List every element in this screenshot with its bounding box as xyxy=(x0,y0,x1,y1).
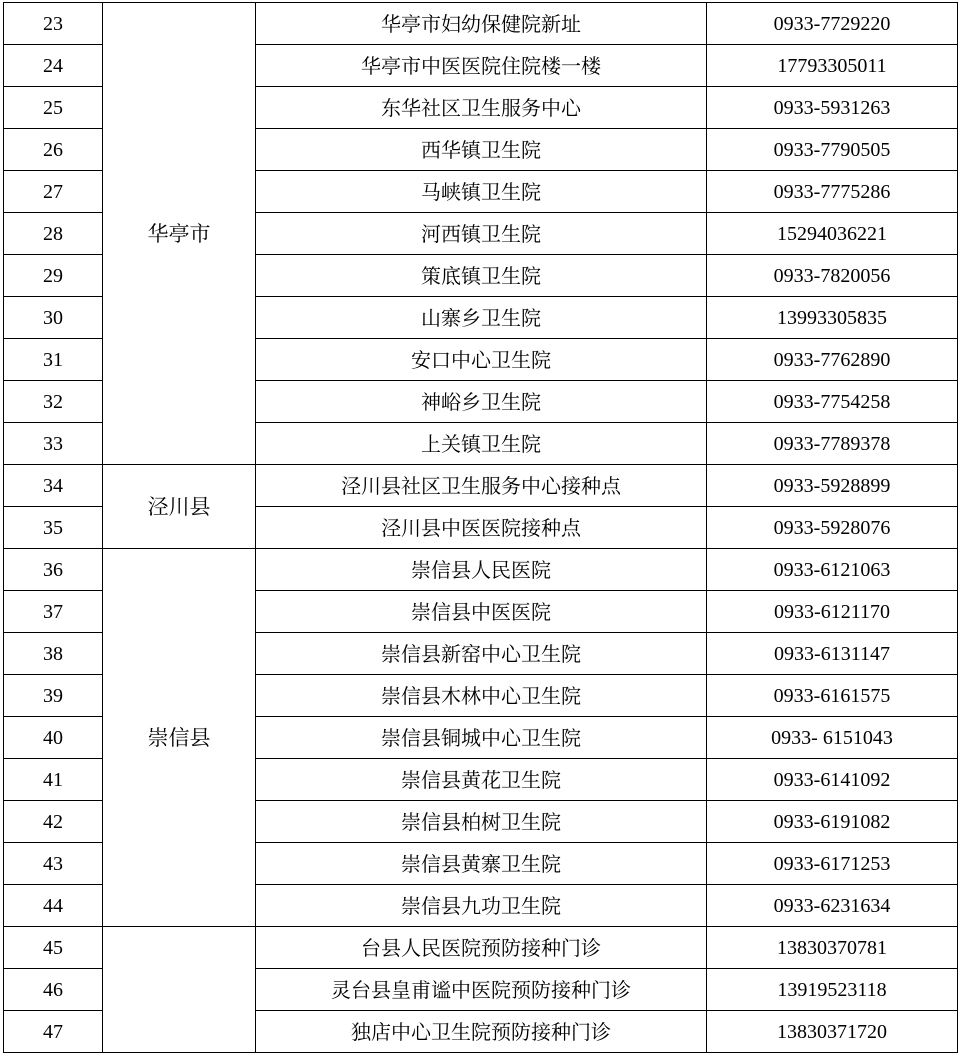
phone-cell: 0933-6171253 xyxy=(707,843,958,885)
phone-cell: 0933-5931263 xyxy=(707,87,958,129)
row-number-cell: 36 xyxy=(4,549,103,591)
phone-cell: 0933-6121170 xyxy=(707,591,958,633)
site-name-cell: 上关镇卫生院 xyxy=(256,423,707,465)
row-number-cell: 41 xyxy=(4,759,103,801)
site-name-cell: 西华镇卫生院 xyxy=(256,129,707,171)
phone-cell: 0933-7790505 xyxy=(707,129,958,171)
site-name-cell: 山寨乡卫生院 xyxy=(256,297,707,339)
site-name-cell: 台县人民医院预防接种门诊 xyxy=(256,927,707,969)
region-cell: 泾川县 xyxy=(103,465,256,549)
region-cell xyxy=(103,927,256,1053)
phone-cell: 0933-5928076 xyxy=(707,507,958,549)
site-name-cell: 河西镇卫生院 xyxy=(256,213,707,255)
phone-cell: 17793305011 xyxy=(707,45,958,87)
site-name-cell: 崇信县木林中心卫生院 xyxy=(256,675,707,717)
table-row xyxy=(4,3,958,45)
row-number-cell: 38 xyxy=(4,633,103,675)
site-name-cell: 崇信县柏树卫生院 xyxy=(256,801,707,843)
phone-cell: 13830371720 xyxy=(707,1011,958,1053)
row-number-cell: 44 xyxy=(4,885,103,927)
row-number-cell: 39 xyxy=(4,675,103,717)
site-name-cell: 华亭市妇幼保健院新址 xyxy=(256,3,707,45)
site-name-cell: 灵台县皇甫谧中医院预防接种门诊 xyxy=(256,969,707,1011)
vaccination-sites-table xyxy=(3,2,958,1053)
phone-cell: 13830370781 xyxy=(707,927,958,969)
phone-cell: 15294036221 xyxy=(707,213,958,255)
phone-cell: 0933- 6151043 xyxy=(707,717,958,759)
site-name-cell: 华亭市中医医院住院楼一楼 xyxy=(256,45,707,87)
site-name-cell: 策底镇卫生院 xyxy=(256,255,707,297)
site-name-cell: 马峡镇卫生院 xyxy=(256,171,707,213)
row-number-cell: 46 xyxy=(4,969,103,1011)
phone-cell: 0933-6231634 xyxy=(707,885,958,927)
phone-cell: 0933-6161575 xyxy=(707,675,958,717)
table-row xyxy=(4,927,958,969)
phone-cell: 0933-6141092 xyxy=(707,759,958,801)
row-number-cell: 32 xyxy=(4,381,103,423)
phone-cell: 0933-7762890 xyxy=(707,339,958,381)
phone-cell: 0933-6191082 xyxy=(707,801,958,843)
row-number-cell: 30 xyxy=(4,297,103,339)
table-body xyxy=(4,3,958,1053)
phone-cell: 13919523118 xyxy=(707,969,958,1011)
phone-cell: 0933-6121063 xyxy=(707,549,958,591)
site-name-cell: 泾川县中医医院接种点 xyxy=(256,507,707,549)
site-name-cell: 神峪乡卫生院 xyxy=(256,381,707,423)
row-number-cell: 47 xyxy=(4,1011,103,1053)
phone-cell: 0933-6131147 xyxy=(707,633,958,675)
row-number-cell: 23 xyxy=(4,3,103,45)
phone-cell: 0933-7789378 xyxy=(707,423,958,465)
row-number-cell: 33 xyxy=(4,423,103,465)
phone-cell: 0933-5928899 xyxy=(707,465,958,507)
row-number-cell: 26 xyxy=(4,129,103,171)
site-name-cell: 崇信县黄花卫生院 xyxy=(256,759,707,801)
row-number-cell: 43 xyxy=(4,843,103,885)
site-name-cell: 安口中心卫生院 xyxy=(256,339,707,381)
region-cell: 华亭市 xyxy=(103,3,256,465)
row-number-cell: 42 xyxy=(4,801,103,843)
phone-cell: 0933-7775286 xyxy=(707,171,958,213)
site-name-cell: 独店中心卫生院预防接种门诊 xyxy=(256,1011,707,1053)
site-name-cell: 崇信县人民医院 xyxy=(256,549,707,591)
row-number-cell: 29 xyxy=(4,255,103,297)
phone-cell: 0933-7820056 xyxy=(707,255,958,297)
site-name-cell: 崇信县黄寨卫生院 xyxy=(256,843,707,885)
site-name-cell: 崇信县铜城中心卫生院 xyxy=(256,717,707,759)
row-number-cell: 34 xyxy=(4,465,103,507)
site-name-cell: 崇信县中医医院 xyxy=(256,591,707,633)
site-name-cell: 泾川县社区卫生服务中心接种点 xyxy=(256,465,707,507)
phone-cell: 0933-7754258 xyxy=(707,381,958,423)
row-number-cell: 28 xyxy=(4,213,103,255)
row-number-cell: 27 xyxy=(4,171,103,213)
row-number-cell: 24 xyxy=(4,45,103,87)
table-row xyxy=(4,465,958,507)
row-number-cell: 45 xyxy=(4,927,103,969)
row-number-cell: 40 xyxy=(4,717,103,759)
site-name-cell: 崇信县九功卫生院 xyxy=(256,885,707,927)
phone-cell: 0933-7729220 xyxy=(707,3,958,45)
site-name-cell: 东华社区卫生服务中心 xyxy=(256,87,707,129)
row-number-cell: 31 xyxy=(4,339,103,381)
row-number-cell: 37 xyxy=(4,591,103,633)
site-name-cell: 崇信县新窑中心卫生院 xyxy=(256,633,707,675)
region-cell: 崇信县 xyxy=(103,549,256,927)
table-row xyxy=(4,549,958,591)
row-number-cell: 25 xyxy=(4,87,103,129)
row-number-cell: 35 xyxy=(4,507,103,549)
phone-cell: 13993305835 xyxy=(707,297,958,339)
